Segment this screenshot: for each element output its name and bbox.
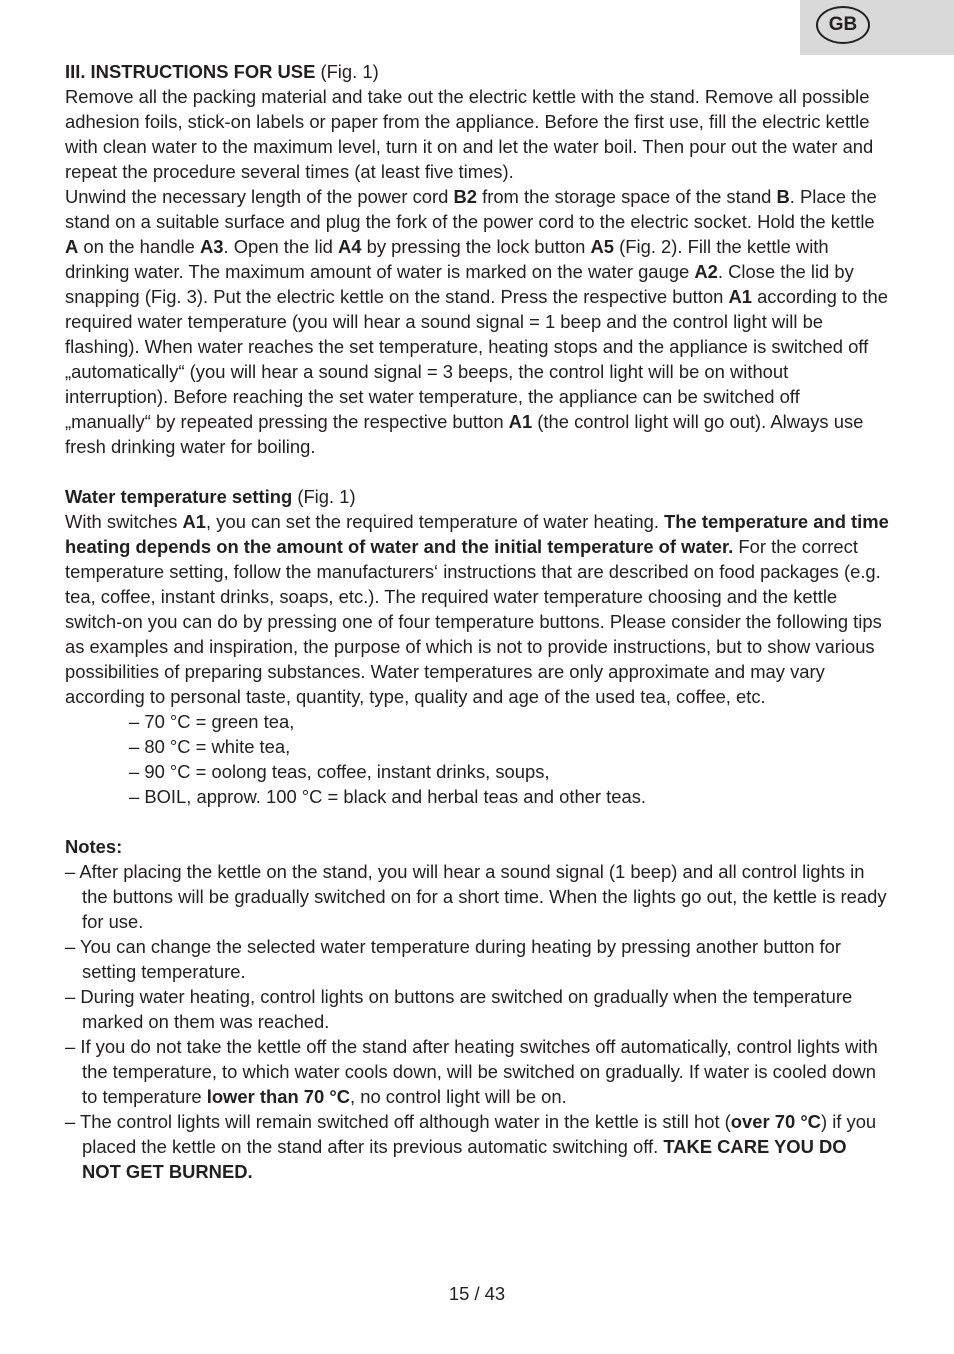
section-fig-ref: (Fig. 1) (315, 61, 379, 82)
section-heading (65, 59, 890, 84)
spacer (65, 809, 890, 834)
list-item: – 80 °C = white tea, (129, 736, 291, 757)
temperature-list (65, 709, 890, 809)
notes-list (65, 859, 890, 1184)
list-item: – 70 °C = green tea, (129, 711, 295, 732)
note-item: – If you do not take the kettle off the stand after heating switches off automatically, control lights with the temperature, to which water cools down, will be switched on gradually. If water is cooled down to temperature lower than 70 °C, no control light will be on. (65, 1036, 878, 1107)
paragraph-temperature: With switches A1, you can set the required temperature of water heating. The temperature and time heating depends on the amount of water and the initial temperature of water. For the correct temperature setting, follow the manufacturers‘ instructions that are described on food packages (e.g. tea, coffee, instant drinks, soaps, etc.). The required water temperature choosing and the kettle switch-on you can do by pressing one of four temperature buttons. Please consider the following tips as examples and inspiration, the purpose of which is not to provide instructions, but to show various possibilities of preparing substances. Water temperatures are only approximate and may vary according to personal taste, quantity, type, quality and age of the used tea, coffee, etc. (65, 511, 889, 707)
paragraph-unpacking: Remove all the packing material and take out the electric kettle with the stand. Remove all possible adhesion foils, stick-on labels or paper from the appliance. Before the first use, fill the electric kettle with clean water to the maximum level, turn it on and let the water boil. Then pour out the water and repeat the procedure several times (at least five times). (65, 86, 874, 182)
spacer (65, 459, 890, 484)
note-item: – You can change the selected water temperature during heating by pressing another button for setting temperature. (65, 936, 841, 982)
list-item: – BOIL, approw. 100 °C = black and herbal teas and other teas. (129, 786, 647, 807)
temperature-heading (65, 484, 890, 509)
language-badge: GB (816, 6, 870, 44)
temperature-fig-ref: (Fig. 1) (292, 486, 356, 507)
note-item: – After placing the kettle on the stand, you will hear a sound signal (1 beep) and all control lights in the buttons will be gradually switched on for a short time. When the lights go out, the kettle is ready for use. (65, 861, 887, 932)
temperature-title: Water temperature setting (65, 486, 293, 507)
section-title: III. INSTRUCTIONS FOR USE (65, 61, 316, 82)
language-tab (800, 0, 954, 55)
note-item: – During water heating, control lights on buttons are switched on gradually when the temperature marked on them was reached. (65, 986, 853, 1032)
page-content (65, 59, 890, 1184)
list-item: – 90 °C = oolong teas, coffee, instant drinks, soups, (129, 761, 550, 782)
note-item: – The control lights will remain switched off although water in the kettle is still hot (over 70 °C) if you placed the kettle on the stand after its previous automatic switching off. TAKE CARE YOU DO NOT GET BURNED. (65, 1111, 877, 1182)
notes-heading: Notes: (65, 836, 123, 857)
page-number: 15 / 43 (448, 1283, 506, 1304)
paragraph-instructions: Unwind the necessary length of the power cord B2 from the storage space of the stand B. Place the stand on a suitable surface and plug the fork of the power cord to the electric socket. Hold the kettle A on the handle A3. Open the lid A4 by pressing the lock button A5 (Fig. 2). Fill the kettle with drinking water. The maximum amount of water is marked on the water gauge A2. Close the lid by snapping (Fig. 3). Put the electric kettle on the stand. Press the respective button A1 according to the required water temperature (you will hear a sound signal = 1 beep and the control light will be flashing). When water reaches the set temperature, heating stops and the appliance is switched off „automatically“ (you will hear a sound signal = 3 beeps, the control light will be on without interruption). Before reaching the set water temperature, the appliance can be switched off „manually“ by repeated pressing the respective button A1 (the control light will go out). Always use fresh drinking water for boiling. (65, 186, 888, 457)
